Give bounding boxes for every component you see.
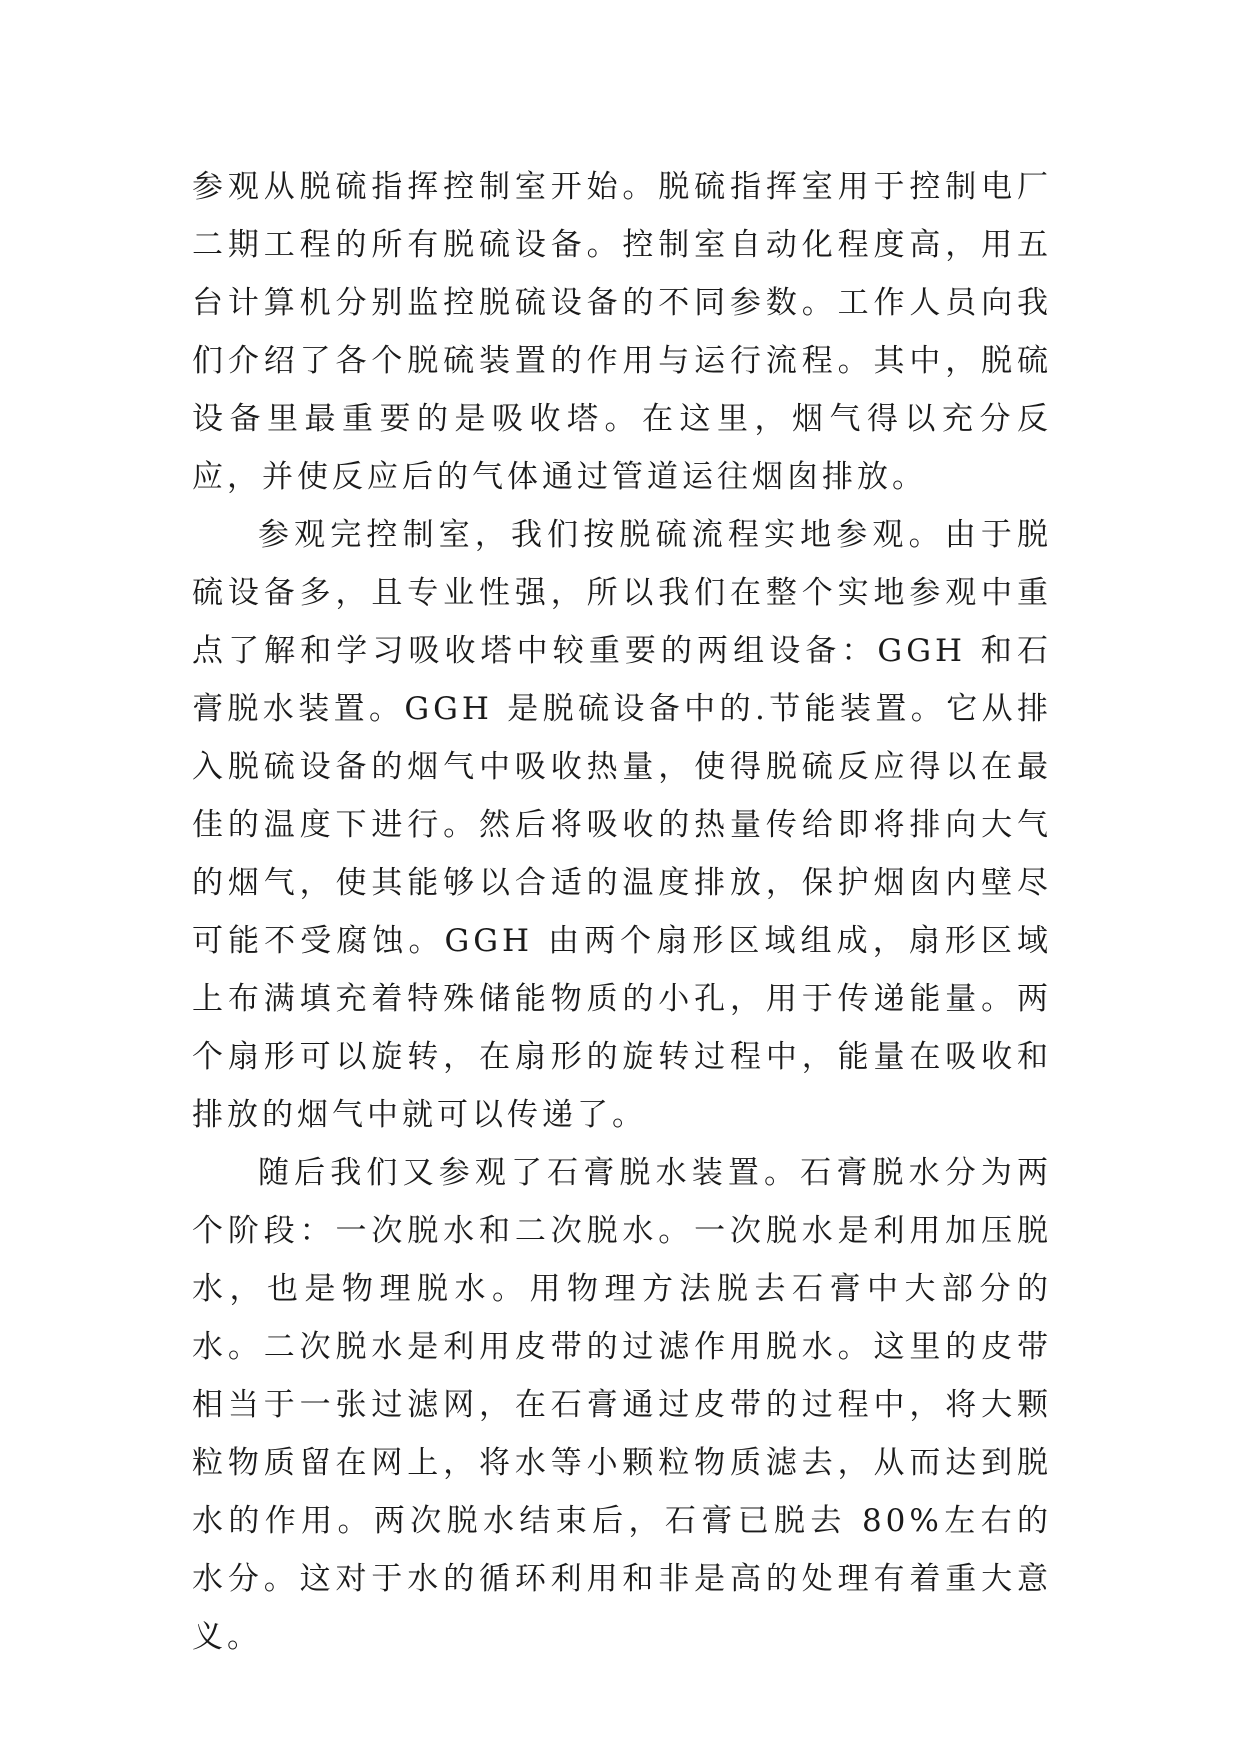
paragraph-gypsum-dewatering: 随后我们又参观了石膏脱水装置。石膏脱水分为两个阶段：一次脱水和二次脱水。一次脱水是利用加压脱水，也是物理脱水。用物理方法脱去石膏中大部分的水。二次脱水是利用皮带的过滤作用脱水。这里的皮带相当于一张过滤网，在石膏通过皮带的过程中，将大颗粒物质留在网上，将水等小颗粒物质滤去，从而达到脱水的作用。两次脱水结束后，石膏已脱去 80%左右的水分。这对于水的循环利用和非是高的处理有着重大意义。 [192,1155,1052,1655]
paragraph-ggh: 参观完控制室，我们按脱硫流程实地参观。由于脱硫设备多，且专业性强，所以我们在整个实地参观中重点了解和学习吸收塔中较重要的两组设备：GGH 和石膏脱水装置。GGH 是脱硫设备中的.节能装置。它从排入脱硫设备的烟气中吸收热量，使得脱硫反应得以在最佳的温度下进行。然后将吸收的热量传给即将排向大气的烟气，使其能够以合适的温度排放，保护烟囱内壁尽可能不受腐蚀。GGH 由两个扇形区域组成，扇形区域上布满填充着特殊储能物质的小孔，用于传递能量。两个扇形可以旋转，在扇形的旋转过程中，能量在吸收和排放的烟气中就可以传递了。 [192,517,1052,1133]
body-text [192,158,1052,1666]
paragraph-control-room: 参观从脱硫指挥控制室开始。脱硫指挥室用于控制电厂二期工程的所有脱硫设备。控制室自动化程度高，用五台计算机分别监控脱硫设备的不同参数。工作人员向我们介绍了各个脱硫装置的作用与运行流程。其中，脱硫设备里最重要的是吸收塔。在这里，烟气得以充分反应，并使反应后的气体通过管道运往烟囱排放。 [192,169,1052,495]
